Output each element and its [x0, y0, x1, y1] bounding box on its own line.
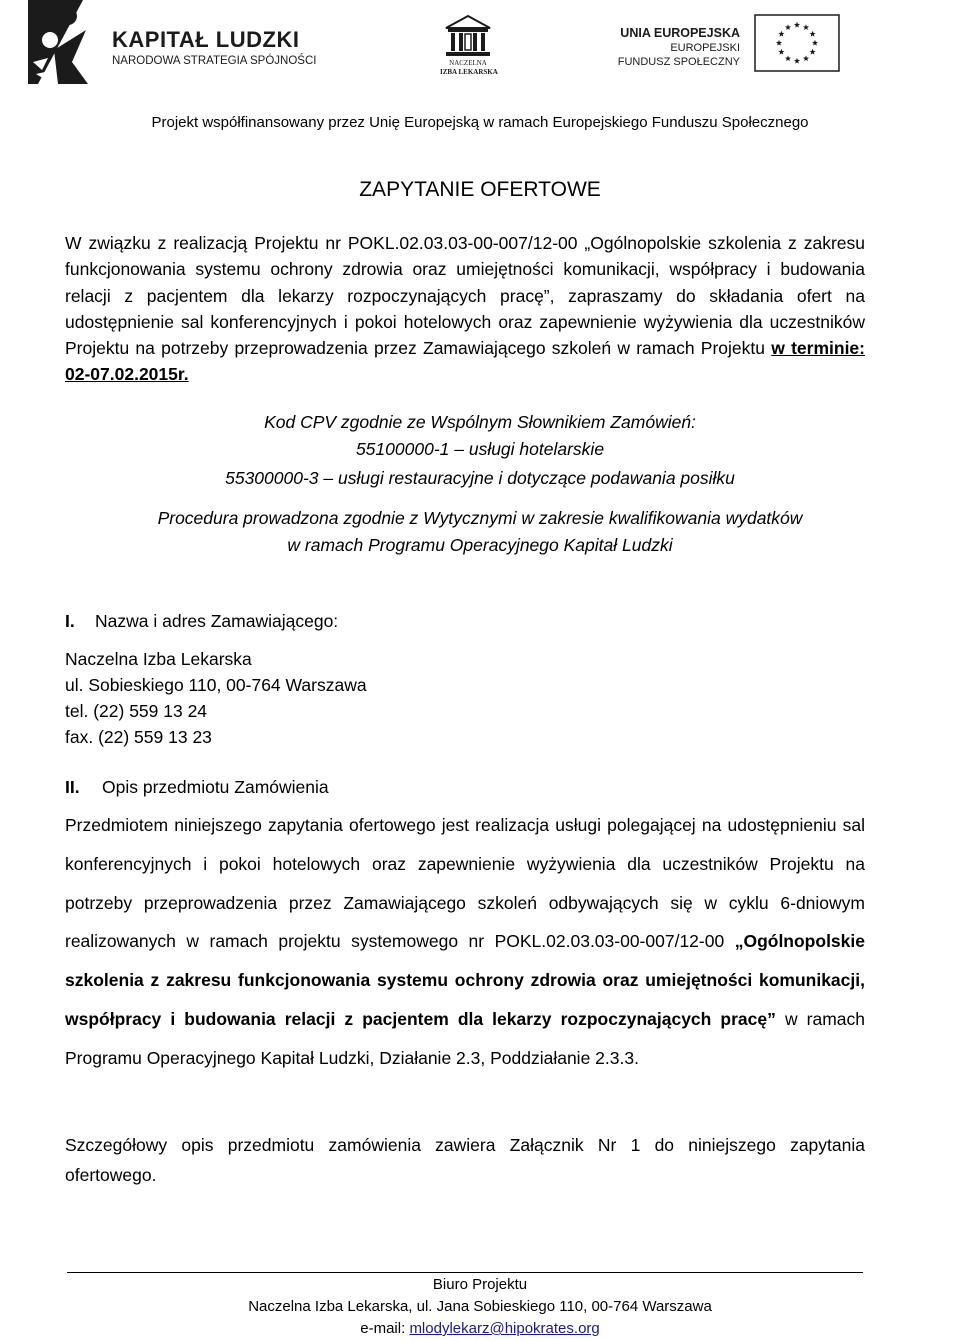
- orderer-name: Naczelna Izba Lekarska: [65, 649, 252, 669]
- intro-term: w terminie: 02-07.02.2015r.: [65, 338, 865, 385]
- subject-text-after: w ramach Programu Operacyjnego Kapitał Ludzki, Działanie 2.3, Poddziałanie 2.3.3.: [65, 1008, 865, 1068]
- ue-line1: UNIA EUROPEJSKA: [620, 26, 740, 40]
- intro-text: W związku z realizacją Projektu nr POKL.02.03.03-00-007/12-00 „Ogólnopolskie szkolenia z zakresu funkcjonowania systemu ochrony zdrowia oraz umiejętności komunikacji, współpracy i budowania relacji z pacjentem dla lekarzy rozpoczynających pracę”, zapraszamy do składania ofert na udostępnienie sal konferencyjnych i pokoi hotelowych oraz zapewnienie wyżywienia dla uczestników Projektu na potrzeby przeprowadzenia przez Zamawiającego szkoleń w ramach Projektu: [65, 233, 865, 359]
- kapital-ludzki-emblem-icon: [28, 0, 108, 86]
- cofinancing-note: Projekt współfinansowany przez Unię Europejską w ramach Europejskiego Funduszu Społecznego: [151, 114, 809, 131]
- footer-line-2: Naczelna Izba Lekarska, ul. Jana Sobieskiego 110, 00-764 Warszawa: [248, 1298, 712, 1315]
- section-1-number: I.: [65, 611, 75, 631]
- eu-flag-icon: [754, 14, 840, 72]
- naczelna-izba-lekarska-logo: [440, 14, 496, 76]
- section-2-heading: [65, 777, 329, 798]
- nil-caption-top: NACZELNA: [449, 59, 487, 67]
- subject-paragraph: [65, 806, 865, 1078]
- nil-caption-bottom: IZBA LEKARSKA: [440, 68, 498, 76]
- ue-line3: FUNDUSZ SPOŁECZNY: [617, 56, 740, 68]
- section-2-number: II.: [65, 777, 80, 797]
- cpv-code-1: 55100000-1 – usługi hotelarskie: [355, 439, 605, 459]
- orderer-street: ul. Sobieskiego 110, 00-764 Warszawa: [65, 675, 367, 695]
- detail-paragraph: Szczegółowy opis przedmiotu zamówienia zawiera Załącznik Nr 1 do niniejszego zapytania ofertowego.: [65, 1135, 865, 1185]
- orderer-tel: tel. (22) 559 13 24: [65, 701, 208, 721]
- ue-line2: EUROPEJSKI: [670, 42, 740, 54]
- section-2-label: Opis przedmiotu Zamówienia: [102, 777, 329, 797]
- cpv-code-2: 55300000-3 – usługi restauracyjne i dotyczące podawania posiłku: [225, 468, 735, 488]
- unia-europejska-logo: [600, 14, 840, 72]
- footer-email-link[interactable]: mlodylekarz@hipokrates.org: [409, 1320, 600, 1337]
- procedure-line-1: Procedura prowadzona zgodnie z Wytycznymi w zakresie kwalifikowania wydatków: [157, 508, 803, 528]
- footer-line-1: Biuro Projektu: [432, 1276, 528, 1293]
- procedure-line-2: w ramach Programu Operacyjnego Kapitał Ludzki: [287, 535, 673, 555]
- section-1-label: Nazwa i adres Zamawiającego:: [95, 611, 339, 631]
- kapital-ludzki-logo: [28, 0, 328, 86]
- kapital-ludzki-subtitle: NARODOWA STRATEGIA SPÓJNOŚCI: [112, 55, 317, 67]
- cpv-heading: Kod CPV zgodnie ze Wspólnym Słownikiem Zamówień:: [264, 412, 696, 432]
- intro-paragraph: [65, 230, 865, 388]
- kapital-ludzki-title: KAPITAŁ LUDZKI: [112, 27, 300, 52]
- orderer-fax: fax. (22) 559 13 23: [65, 727, 212, 747]
- footer-email-label: e-mail:: [360, 1320, 410, 1337]
- footer-divider: [67, 1272, 863, 1273]
- subject-project-title: „Ogólnopolskie szkolenia z zakresu funkcjonowania systemu ochrony zdrowia oraz umiejętności komunikacji, współpracy i budowania relacji z pacjentem dla lekarzy rozpoczynających pracę”: [65, 931, 865, 1029]
- page-title: ZAPYTANIE OFERTOWE: [359, 178, 601, 201]
- building-icon: [440, 14, 496, 58]
- subject-text-before: Przedmiotem niniejszego zapytania ofertowego jest realizacja usługi polegającej na udostępnieniu sal konferencyjnych i pokoi hotelowych oraz zapewnienie wyżywienia dla uczestników Projektu na potrzeby przeprowadzenia przez Zamawiającego szkoleń odbywających się w cyklu 6-dniowym realizowanych w ramach projektu systemowego nr POKL.02.03.03-00-007/12-00: [65, 815, 865, 952]
- footer-email-line: [0, 1320, 960, 1337]
- section-1-heading: [65, 611, 338, 632]
